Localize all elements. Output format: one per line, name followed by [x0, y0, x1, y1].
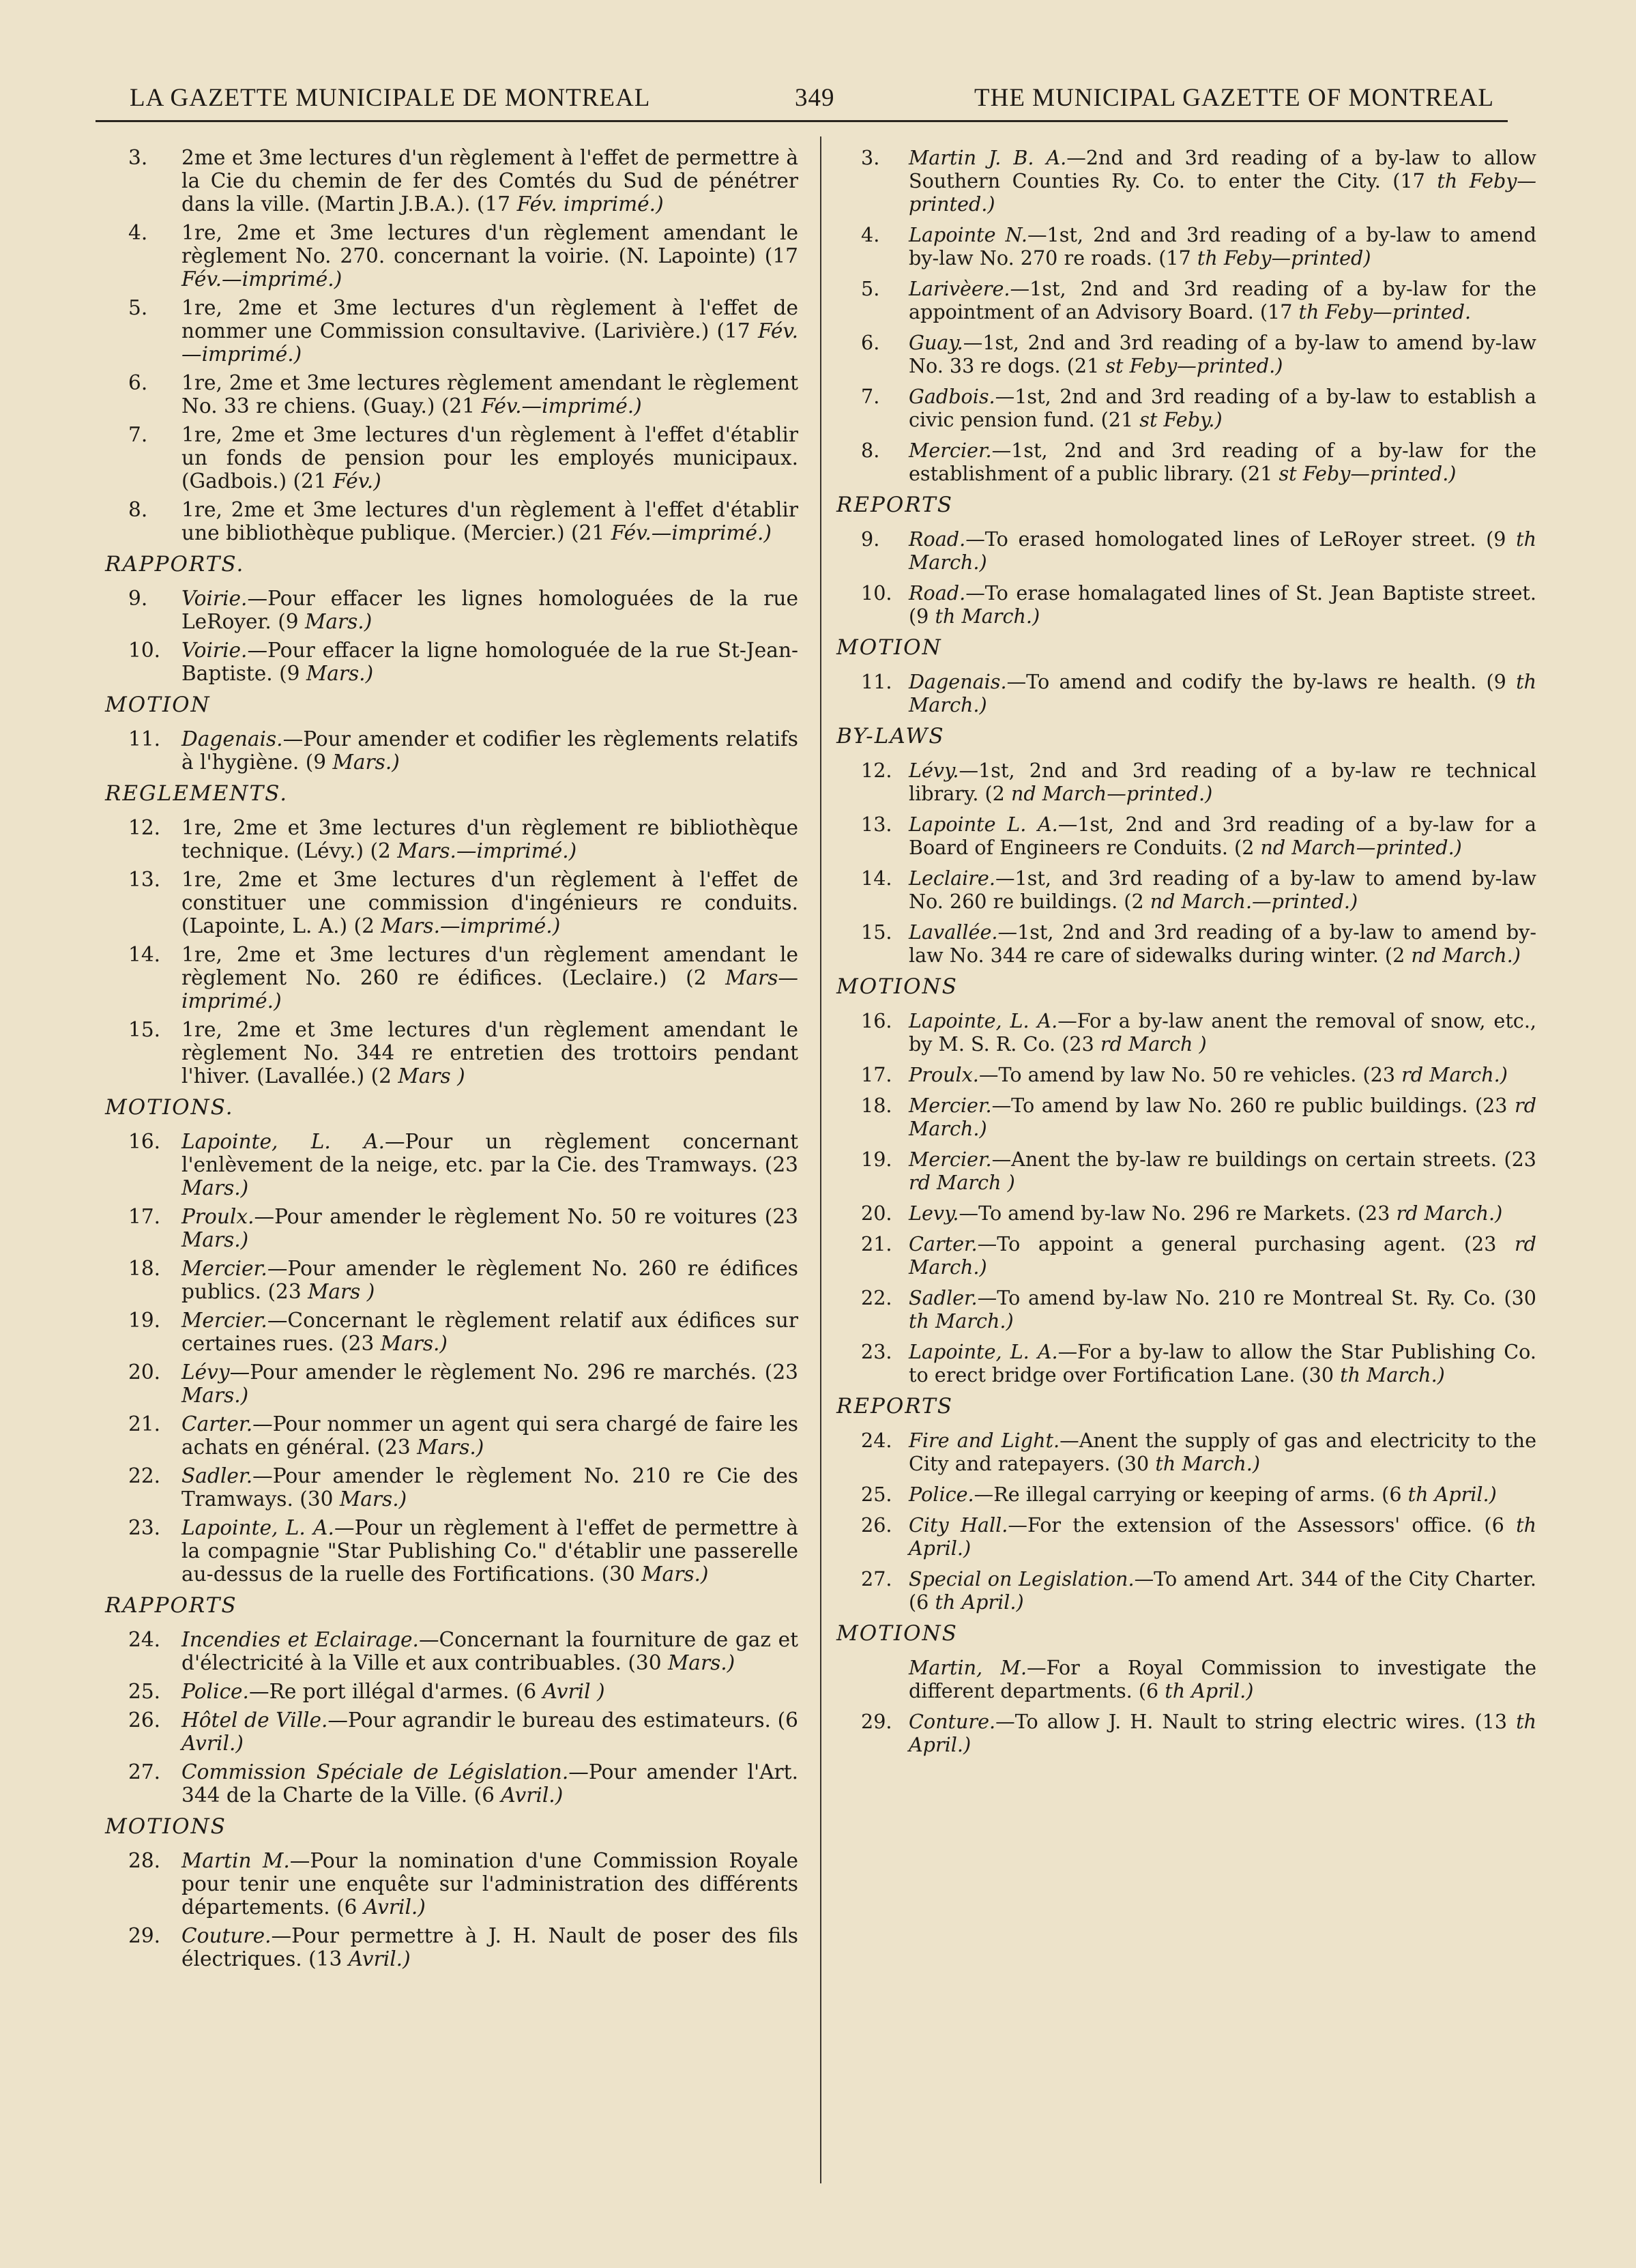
entry-author: Special on Legislation. [909, 1567, 1135, 1590]
agenda-entry [834, 920, 1536, 967]
entry-text: —Pour amender le règlement No. 50 re voitures (23 [254, 1205, 798, 1228]
entry-date: th April.) [909, 1710, 1536, 1756]
entry-date: th April.) [935, 1590, 1024, 1614]
agenda-entry [834, 1063, 1536, 1086]
entry-number: 26. [128, 1709, 161, 1732]
entry-number: 10. [861, 581, 892, 605]
entry-date: nd March—printed.) [1010, 782, 1213, 805]
agenda-entry [102, 587, 798, 633]
section-title: REPORTS [836, 1394, 953, 1419]
entry-date: Mars ) [308, 1280, 375, 1303]
entry-date: Avril.) [363, 1895, 426, 1919]
entry-date: rd March ) [1100, 1032, 1207, 1056]
agenda-entry [102, 1018, 798, 1088]
entry-list [102, 1849, 798, 1971]
entry-list [102, 727, 798, 774]
agenda-entry [834, 1202, 1536, 1225]
entry-date: Mars.) [332, 751, 400, 774]
entry-number: 15. [128, 1018, 161, 1041]
entry-date: th Feby—printed) [1197, 246, 1371, 270]
entry-date: Fév.—imprimé.) [611, 521, 772, 544]
entry-author: Road. [909, 527, 966, 551]
entry-number: 3. [128, 146, 148, 169]
entry-text: 1re, 2me et 3me lectures d'un règlement à l'effet d'établir une bibliothèque publique. (Mercier.) (21 [181, 498, 798, 544]
entry-date: th Feby—printed. [1298, 300, 1472, 323]
agenda-entry [834, 1656, 1536, 1702]
entry-number: 22. [128, 1464, 161, 1487]
entry-text: —1st, 2nd and 3rd reading of a by-law for a Board of Engineers re Conduits. (2 [909, 813, 1536, 859]
entry-author: Lévy [181, 1361, 230, 1384]
agenda-entry [834, 331, 1536, 377]
entry-author: Lapointe, L. A. [181, 1516, 334, 1539]
agenda-entry [102, 1205, 798, 1251]
section-title: RAPPORTS. [105, 552, 245, 577]
agenda-entry [102, 816, 798, 862]
entry-date: Fév. imprimé.) [516, 192, 664, 216]
entry-text: —1st, 2nd and 3rd reading of a by-law for the appointment of an Advisory Board. (17 [909, 277, 1536, 323]
entry-number: 14. [861, 867, 892, 890]
entry-list [834, 1009, 1536, 1386]
entry-number: 19. [128, 1309, 161, 1332]
agenda-entry [102, 1516, 798, 1586]
entry-text: —To erase homalagated lines of St. Jean Baptiste street. (9 [909, 581, 1536, 628]
entry-text: —Concernant le règlement relatif aux édifices sur certaines rues. (23 [181, 1309, 798, 1355]
entry-number: 29. [861, 1710, 892, 1733]
header-french-title: LA GAZETTE MUNICIPALE DE MONTREAL [130, 84, 651, 112]
entry-date: th March.) [909, 670, 1537, 716]
entry-author: Sadler. [181, 1464, 253, 1487]
agenda-entry [102, 146, 798, 216]
agenda-entry [834, 670, 1536, 716]
agenda-entry [102, 1412, 798, 1459]
entry-text: 1re, 2me et 3me lectures d'un règlement à l'effet d'établir un fonds de pension pour les employés municipaux. (Gadbois.) (21 [181, 423, 798, 493]
entry-number: 28. [128, 1849, 161, 1872]
entry-text: —Pour effacer la ligne homologuée de la rue St-Jean-Baptiste. (9 [181, 639, 798, 685]
entry-date: th April.) [1407, 1483, 1497, 1506]
entry-text: —To amend by-law No. 210 re Montreal St. Ry. Co. (30 [977, 1286, 1536, 1309]
entry-date: th March.) [909, 527, 1536, 574]
entry-number: 25. [861, 1483, 892, 1506]
entry-number: 25. [128, 1680, 161, 1703]
entry-author: Voirie. [181, 639, 248, 662]
entry-list [102, 816, 798, 1088]
entry-text: —For the extension of the Assessors' office. (6 [1008, 1513, 1504, 1537]
entry-list [102, 146, 798, 544]
entry-text: —Pour amender le règlement No. 210 re Cie des Tramways. (30 [181, 1464, 798, 1511]
entry-author: Hôtel de Ville. [181, 1709, 328, 1732]
entry-date: Mars.) [417, 1436, 484, 1459]
entry-text: —Anent the by-law re buildings on certain streets. (23 [991, 1148, 1536, 1171]
agenda-entry [102, 943, 798, 1013]
entry-text: —1st, 2nd and 3rd reading of a by-law for the establishment of a public library. (21 [909, 439, 1536, 485]
entry-text: —Pour agrandir le bureau des estimateurs. (6 [327, 1709, 798, 1732]
agenda-entry [834, 146, 1536, 216]
entry-author: Gadbois. [909, 385, 995, 408]
agenda-entry [834, 223, 1536, 270]
entry-text: 1re, 2me et 3me lectures d'un règlement amendant le règlement No. 270. concernant la voirie. (N. Lapointe) (17 [181, 221, 798, 267]
entry-date: Avril.) [501, 1784, 564, 1807]
entry-author: Lavallée. [909, 920, 998, 944]
agenda-entry [834, 439, 1536, 485]
entry-date: Mars.) [181, 1384, 249, 1407]
entry-list [102, 1628, 798, 1807]
entry-number: 24. [128, 1628, 161, 1651]
entry-date: rd March.) [909, 1094, 1537, 1140]
entry-date: rd March.) [909, 1232, 1536, 1279]
agenda-entry [834, 1148, 1536, 1194]
entry-text: —To appoint a general purchasing agent. (23 [977, 1232, 1497, 1255]
entry-author: Lapointe N. [909, 223, 1027, 246]
entry-author: Police. [181, 1680, 249, 1703]
entry-number: 21. [861, 1232, 892, 1255]
agenda-entry [102, 423, 798, 493]
page-header [89, 76, 1494, 120]
entry-number: 6. [128, 371, 148, 394]
entry-date: Mars.) [305, 610, 373, 633]
entry-number: 18. [128, 1257, 161, 1280]
entry-date: Mars.) [181, 1228, 249, 1251]
entry-text: —Pour un règlement à l'effet de permettre à la compagnie "Star Publishing Co." d'établir une passerelle au-dessus de la ruelle des Fortifications. (30 [181, 1516, 798, 1586]
agenda-entry [834, 1286, 1536, 1333]
entry-date: Mars.) [668, 1651, 735, 1674]
entry-author: Guay. [909, 331, 963, 354]
entry-date: st Feby—printed.) [1279, 462, 1457, 485]
entry-author: Mercier. [181, 1257, 267, 1280]
entry-list [834, 670, 1536, 716]
entry-text: —Pour nommer un agent qui sera chargé de faire les achats en général. (23 [181, 1412, 798, 1459]
entry-date: th April.) [909, 1513, 1536, 1560]
agenda-entry [102, 1760, 798, 1807]
agenda-entry [102, 371, 798, 418]
entry-number: 14. [128, 943, 161, 966]
entry-text: —Pour permettre à J. H. Nault de poser des fils électriques. (13 [181, 1924, 798, 1971]
entry-date: Avril.) [181, 1732, 244, 1755]
entry-author: Incendies et Eclairage. [181, 1628, 419, 1651]
agenda-entry [834, 1567, 1536, 1614]
entry-text: —For a by-law to allow the Star Publishing Co. to erect bridge over Fortification Lane. (30 [909, 1340, 1536, 1386]
entry-text: —1st, 2nd and 3rd reading of a by-law to amend by-law No. 270 re roads. (17 [909, 223, 1536, 270]
entry-number: 8. [128, 498, 148, 521]
entry-date: Mars.) [181, 1176, 249, 1200]
agenda-entry [102, 1709, 798, 1755]
entry-number: 4. [128, 221, 148, 244]
entry-author: Lapointe, L. A. [909, 1340, 1058, 1363]
entry-number: 19. [861, 1148, 892, 1171]
entry-date: rd March.) [1396, 1202, 1503, 1225]
entry-date: Fév.—imprimé.) [181, 319, 798, 366]
agenda-entry [102, 296, 798, 366]
entry-number: 13. [861, 813, 892, 836]
french-column [102, 146, 798, 1976]
entry-text: 2me et 3me lectures d'un règlement à l'effet de permettre à la Cie du chemin de fer des Comtés du Sud de pénétrer dans la ville. (Martin J.B.A.). (17 [181, 146, 798, 216]
entry-author: Voirie. [181, 587, 248, 610]
entry-text: 1re, 2me et 3me lectures d'un règlement amendant le règlement No. 344 re entretien des trottoirs pendant l'hiver. (Lavallée.) (2 [181, 1018, 798, 1088]
entry-number: 27. [128, 1760, 161, 1784]
entry-number: 5. [861, 277, 880, 300]
entry-date: Mars.) [641, 1562, 709, 1586]
entry-author: Commission Spéciale de Législation. [181, 1760, 569, 1784]
entry-text: 1re, 2me et 3me lectures d'un règlement à l'effet de nommer une Commission consultavive. (Larivière.) (17 [181, 296, 798, 343]
entry-date: rd March ) [909, 1171, 1015, 1194]
entry-number: 24. [861, 1429, 892, 1452]
entry-number: 21. [128, 1412, 161, 1436]
agenda-entry [834, 1710, 1536, 1756]
entry-text: —To amend and codify the by-laws re health. (9 [1006, 670, 1506, 693]
agenda-entry [102, 1130, 798, 1200]
entry-author: Road. [909, 581, 966, 605]
entry-text: —For a by-law anent the removal of snow, etc., by M. S. R. Co. (23 [909, 1009, 1536, 1056]
entry-number: 7. [128, 423, 148, 446]
entry-text: —Anent the supply of gas and electricity to the City and ratepayers. (30 [909, 1429, 1536, 1475]
agenda-entry [834, 581, 1536, 628]
entry-text: —Pour amender l'Art. 344 de la Charte de la Ville. (6 [181, 1760, 798, 1807]
entry-text: —1st, 2nd and 3rd reading of a by-law re technical library. (2 [909, 759, 1536, 805]
entry-date: Mars ) [398, 1064, 465, 1088]
section-title: MOTIONS [836, 1621, 958, 1646]
agenda-entry [834, 277, 1536, 323]
agenda-entry [834, 527, 1536, 574]
entry-author: Mercier. [909, 439, 992, 462]
entry-author: Lapointe, L. A. [909, 1009, 1058, 1032]
entry-date: th Feby—printed.) [909, 169, 1536, 216]
entry-number: 4. [861, 223, 880, 246]
entry-author: Lévy. [909, 759, 959, 782]
entry-list [834, 759, 1536, 967]
entry-author: Lapointe L. A. [909, 813, 1058, 836]
entry-number: 7. [861, 385, 880, 408]
entry-text: —Pour amender le règlement No. 260 re édifices publics. (23 [181, 1257, 798, 1303]
entry-number: 20. [861, 1202, 892, 1225]
entry-list [834, 1656, 1536, 1756]
entry-number: 12. [861, 759, 892, 782]
entry-number: 8. [861, 439, 880, 462]
entry-author: Conture. [909, 1710, 996, 1733]
entry-author: Mercier. [909, 1148, 992, 1171]
entry-text: —Pour la nomination d'une Commission Royale pour tenir une enquête sur l'administration des différents départements. (6 [181, 1849, 798, 1919]
entry-text: —For a Royal Commission to investigate the different departments. (6 [909, 1656, 1536, 1702]
entry-author: Sadler. [909, 1286, 978, 1309]
entry-number: 18. [861, 1094, 892, 1117]
entry-author: Levy. [909, 1202, 959, 1225]
entry-text: 1re, 2me et 3me lectures règlement amendant le règlement No. 33 re chiens. (Guay.) (21 [181, 371, 798, 418]
entry-list [834, 1429, 1536, 1614]
section-title: MOTION [105, 693, 211, 717]
agenda-entry [834, 1340, 1536, 1386]
entry-author: Leclaire. [909, 867, 995, 890]
entry-date: Mars—imprimé.) [181, 966, 798, 1013]
entry-date: th March.) [909, 1309, 1014, 1333]
entry-list [102, 587, 798, 685]
entry-text: —To amend by-law No. 296 re Markets. (23 [959, 1202, 1390, 1225]
entry-text: —Pour amender le règlement No. 296 re marchés. (23 [229, 1361, 798, 1384]
section-title: MOTIONS [836, 974, 958, 999]
entry-number: 27. [861, 1567, 892, 1590]
entry-number: 16. [861, 1009, 892, 1032]
entry-text: —Pour effacer les lignes homologuées de la rue LeRoyer. (9 [181, 587, 798, 633]
entry-author: City Hall. [909, 1513, 1008, 1537]
entry-date: Fév.) [333, 469, 381, 493]
entry-date: Mars.) [306, 662, 374, 685]
agenda-entry [834, 1513, 1536, 1560]
entry-number: 17. [861, 1063, 892, 1086]
section-title: MOTIONS [105, 1814, 227, 1839]
entry-number: 22. [861, 1286, 892, 1309]
entry-date: nd March.—printed.) [1150, 890, 1358, 913]
agenda-entry [834, 1232, 1536, 1279]
entry-list [834, 527, 1536, 628]
entry-date: th March.) [935, 605, 1040, 628]
entry-date: Fév.—imprimé.) [481, 394, 642, 418]
page-number: 349 [795, 84, 835, 112]
agenda-entry [102, 1849, 798, 1919]
entry-text: 1re, 2me et 3me lectures d'un règlement re bibliothèque technique. (Lévy.) (2 [181, 816, 798, 862]
agenda-entry [102, 1924, 798, 1971]
entry-author: Martin J. B. A. [909, 146, 1067, 169]
entry-text: —1st, 2nd and 3rd reading of a by-law to establish a civic pension fund. (21 [909, 385, 1536, 431]
entry-number: 11. [128, 727, 161, 751]
entry-number: 17. [128, 1205, 161, 1228]
entry-text: —1st, and 3rd reading of a by-law to amend by-law No. 260 re buildings. (2 [909, 867, 1536, 913]
entry-date: st Feby—printed.) [1105, 354, 1283, 377]
agenda-entry [834, 1483, 1536, 1506]
entry-number: 23. [128, 1516, 161, 1539]
entry-number: 9. [128, 587, 148, 610]
agenda-entry [102, 1257, 798, 1303]
entry-text: —Pour amender et codifier les règlements relatifs à l'hygiène. (9 [181, 727, 798, 774]
entry-number: 9. [861, 527, 880, 551]
agenda-entry [102, 498, 798, 544]
agenda-entry [102, 1464, 798, 1511]
entry-number: 26. [861, 1513, 892, 1537]
entry-text: —To amend by law No. 260 re public buildings. (23 [991, 1094, 1508, 1117]
entry-number: 29. [128, 1924, 161, 1947]
agenda-entry [102, 639, 798, 685]
entry-text: —2nd and 3rd reading of a by-law to allow Southern Counties Ry. Co. to enter the City. (17 [909, 146, 1536, 192]
entry-number: 11. [861, 670, 892, 693]
agenda-entry [102, 868, 798, 937]
entry-text: —Re port illégal d'armes. (6 [248, 1680, 537, 1703]
entry-date: nd March.) [1411, 944, 1521, 967]
entry-number: 16. [128, 1130, 161, 1153]
agenda-entry [834, 1094, 1536, 1140]
entry-text: —To allow J. H. Nault to string electric wires. (13 [995, 1710, 1508, 1733]
agenda-entry [102, 1309, 798, 1355]
entry-list [834, 146, 1536, 485]
entry-number: 13. [128, 868, 161, 891]
entry-text: —To erased homologated lines of LeRoyer street. (9 [965, 527, 1506, 551]
entry-author: Couture. [181, 1924, 272, 1947]
entry-date: Avril ) [542, 1680, 605, 1703]
section-title: REGLEMENTS. [105, 781, 289, 806]
entry-author: Carter. [909, 1232, 978, 1255]
entry-text: —Re illegal carrying or keeping of arms. (6 [974, 1483, 1402, 1506]
agenda-entry [102, 1628, 798, 1674]
entry-author: Carter. [181, 1412, 253, 1436]
agenda-entry [834, 1429, 1536, 1475]
entry-author: Martin, M. [909, 1656, 1027, 1679]
header-rule [96, 120, 1508, 122]
entry-number: 23. [861, 1340, 892, 1363]
entry-date: Mars.—imprimé.) [397, 839, 577, 862]
entry-number: 10. [128, 639, 161, 662]
entry-author: Fire and Light. [909, 1429, 1060, 1452]
agenda-entry [834, 385, 1536, 431]
entry-author: Dagenais. [909, 670, 1007, 693]
entry-number: 20. [128, 1361, 161, 1384]
agenda-entry [834, 1009, 1536, 1056]
entry-date: Mars.) [380, 1332, 448, 1355]
agenda-entry [102, 1680, 798, 1703]
entry-date: th March.) [1155, 1452, 1260, 1475]
entry-date: nd March—printed.) [1260, 836, 1462, 859]
entry-number: 12. [128, 816, 161, 839]
section-title: REPORTS [836, 493, 953, 517]
entry-text: —Pour un règlement concernant l'enlèvement de la neige, etc. par la Cie. des Tramways. (23 [181, 1130, 799, 1176]
entry-author: Mercier. [181, 1309, 267, 1332]
entry-author: Larivèere. [909, 277, 1010, 300]
entry-text: 1re, 2me et 3me lectures d'un règlement amendant le règlement No. 260 re édifices. (Leclaire.) (2 [181, 943, 798, 989]
entry-author: Dagenais. [181, 727, 283, 751]
agenda-entry [834, 813, 1536, 859]
entry-date: Mars.) [339, 1487, 407, 1511]
entry-text: —To amend by law No. 50 re vehicles. (23 [978, 1063, 1396, 1086]
english-column [834, 146, 1536, 1764]
agenda-entry [102, 221, 798, 291]
entry-author: Proulx. [181, 1205, 254, 1228]
entry-number: 15. [861, 920, 892, 944]
entry-author: Mercier. [909, 1094, 992, 1117]
entry-author: Proulx. [909, 1063, 979, 1086]
section-title: BY-LAWS [836, 724, 945, 748]
entry-author: Martin M. [181, 1849, 290, 1872]
entry-author: Police. [909, 1483, 974, 1506]
entry-text: —Concernant la fourniture de gaz et d'électricité à la Ville et aux contribuables. (30 [181, 1628, 798, 1674]
entry-date: st Feby.) [1139, 408, 1223, 431]
agenda-entry [102, 727, 798, 774]
section-title: MOTIONS. [105, 1095, 234, 1120]
entry-date: Avril.) [348, 1947, 411, 1971]
entry-text: 1re, 2me et 3me lectures d'un règlement à l'effet de constituer une commission d'ingénieurs re conduits. (Lapointe, L. A.) (2 [181, 868, 798, 937]
entry-number: 3. [861, 146, 880, 169]
section-title: RAPPORTS [105, 1593, 237, 1618]
entry-text: —1st, 2nd and 3rd reading of a by-law to amend by-law No. 33 re dogs. (21 [909, 331, 1536, 377]
entry-list [102, 1130, 798, 1586]
entry-date: th April.) [1165, 1679, 1254, 1702]
entry-date: rd March.) [1401, 1063, 1508, 1086]
header-english-title: THE MUNICIPAL GAZETTE OF MONTREAL [974, 84, 1494, 112]
agenda-entry [834, 867, 1536, 913]
entry-date: th March.) [1340, 1363, 1445, 1386]
entry-author: Lapointe, L. A. [181, 1130, 385, 1153]
column-divider [820, 136, 821, 2183]
section-title: MOTION [836, 635, 942, 660]
entry-date: Mars.—imprimé.) [381, 914, 561, 937]
entry-text: —1st, 2nd and 3rd reading of a by-law to amend by-law No. 344 re care of sidewalks during winter. (2 [909, 920, 1536, 967]
agenda-entry [834, 759, 1536, 805]
agenda-entry [102, 1361, 798, 1407]
entry-date: Fév.—imprimé.) [181, 267, 342, 291]
entry-number: 5. [128, 296, 148, 319]
entry-number: 6. [861, 331, 880, 354]
entry-text: —To amend Art. 344 of the City Charter. (6 [909, 1567, 1536, 1614]
